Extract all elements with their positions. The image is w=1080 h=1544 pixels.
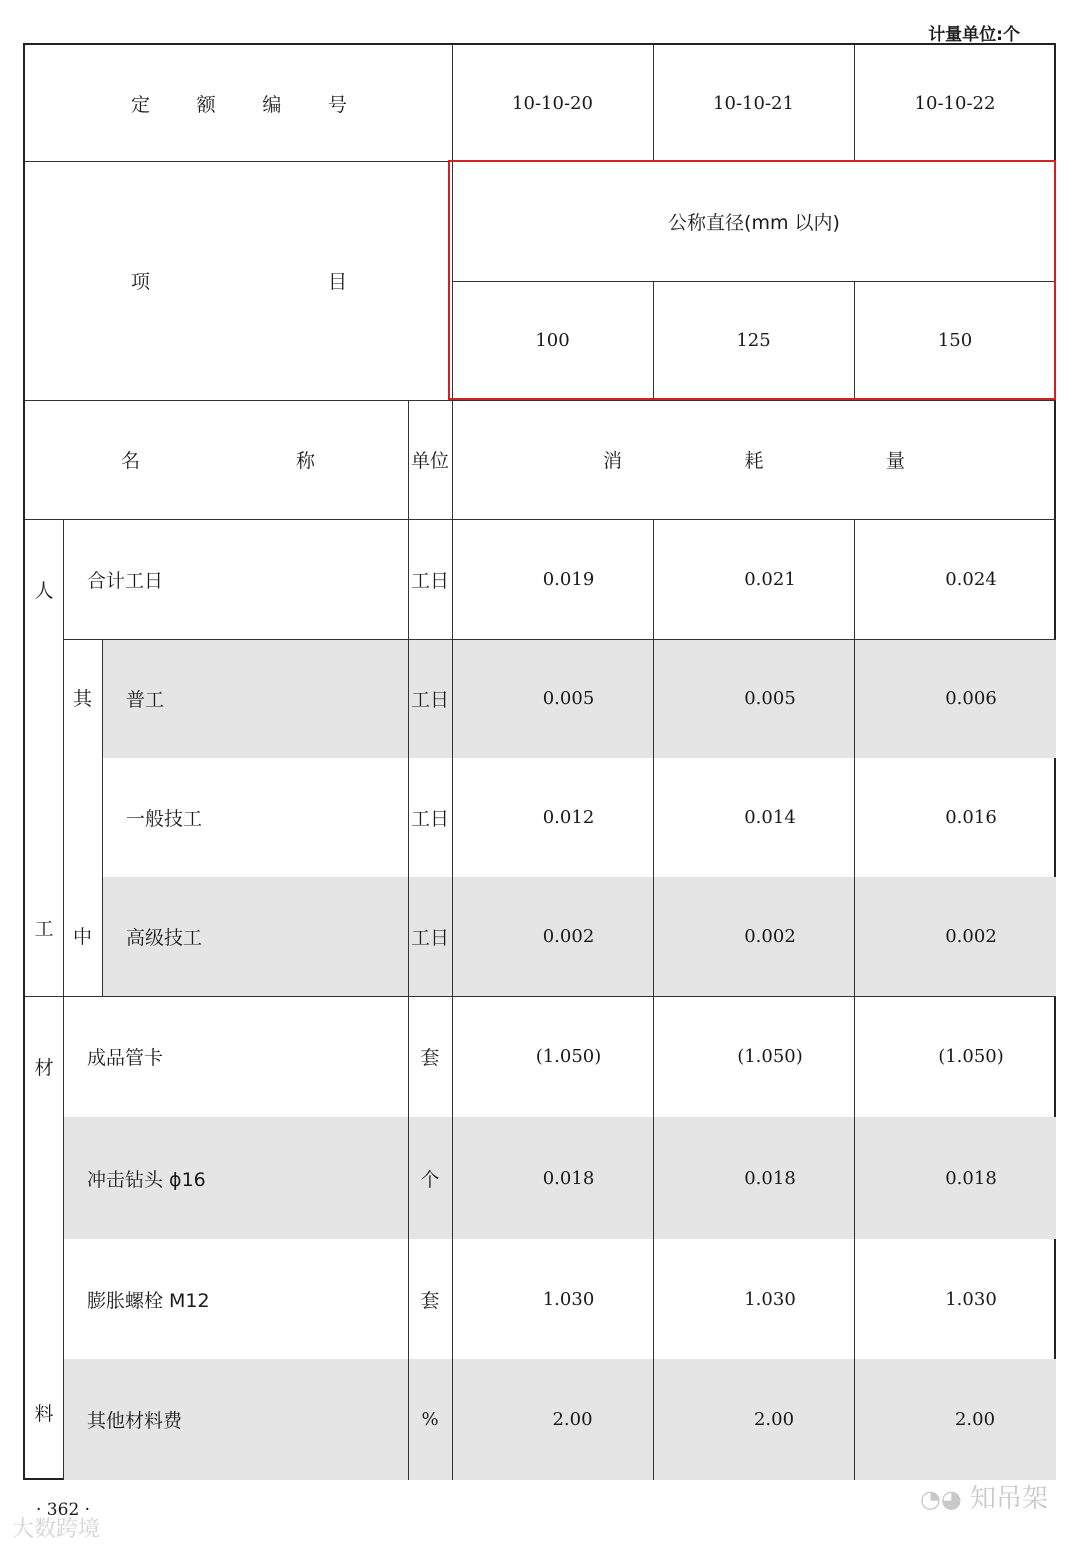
wechat-icon: ◔◕ xyxy=(919,1485,962,1513)
page-number: · 362 · xyxy=(36,1500,91,1520)
row-name: 成品管卡 xyxy=(87,1047,164,1069)
row-unit: 个 xyxy=(420,1168,440,1191)
row-name: 一般技工 xyxy=(126,808,203,830)
row-value: 0.002 xyxy=(945,926,997,947)
row-name: 普工 xyxy=(126,689,165,711)
group-sub-bottom: 中 xyxy=(72,925,92,948)
group-material-bottom: 料 xyxy=(34,1402,54,1425)
quota-code: 10-10-22 xyxy=(914,92,996,114)
group-labor-top: 人 xyxy=(34,579,54,602)
row-name: 高级技工 xyxy=(126,927,203,949)
diameter-label: 公称直径(mm 以内) xyxy=(668,211,840,234)
quota-number-label: 定 额 编 号 xyxy=(131,93,347,116)
row-value: 1.030 xyxy=(744,1288,796,1310)
watermark-brand: ◔◕ 知吊架 xyxy=(919,1484,1048,1514)
row-name: 冲击钻头 ϕ16 xyxy=(87,1168,206,1191)
quota-code: 10-10-20 xyxy=(512,92,593,114)
row-value: 0.019 xyxy=(542,568,595,590)
watermark-left: 大数跨境 xyxy=(12,1517,101,1542)
row-value: 0.018 xyxy=(945,1167,997,1189)
row-unit: 套 xyxy=(420,1047,440,1069)
row-unit: 工日 xyxy=(410,927,449,949)
row-value: 0.006 xyxy=(945,688,997,709)
row-unit: % xyxy=(421,1409,439,1430)
row-value: 0.005 xyxy=(542,688,595,709)
row-value: 1.030 xyxy=(542,1288,595,1310)
row-value: (1.050) xyxy=(938,1046,1004,1067)
row-name: 合计工日 xyxy=(87,569,164,592)
quota-table xyxy=(23,43,1056,1480)
row-unit: 工日 xyxy=(410,689,449,711)
row-name: 膨胀螺栓 M12 xyxy=(87,1289,210,1312)
row-unit: 套 xyxy=(420,1289,440,1312)
diameter-value: 150 xyxy=(937,330,973,351)
row-value: 0.018 xyxy=(744,1167,796,1189)
row-value: 0.014 xyxy=(744,807,796,828)
unit-note: 计量单位:个 xyxy=(928,25,1020,45)
row-value: 2.00 xyxy=(753,1409,795,1430)
row-value: 1.030 xyxy=(945,1288,997,1310)
row-value: 0.024 xyxy=(945,568,997,590)
diameter-value: 125 xyxy=(736,330,771,351)
row-value: (1.050) xyxy=(535,1046,602,1067)
group-labor-bottom: 工 xyxy=(34,917,54,940)
row-name: 其他材料费 xyxy=(87,1410,183,1432)
item-label: 项 目 xyxy=(131,271,347,293)
diameter-value: 100 xyxy=(535,330,570,351)
row-value: 0.002 xyxy=(542,926,595,947)
row-value: 0.012 xyxy=(542,807,595,828)
row-value: 2.00 xyxy=(954,1409,996,1430)
unit-label: 单位 xyxy=(410,450,449,472)
row-value: 2.00 xyxy=(552,1409,593,1430)
group-material-top: 材 xyxy=(34,1056,54,1079)
consumption-label: 消 耗 量 xyxy=(603,450,905,472)
row-value: 0.016 xyxy=(945,807,997,828)
row-value: 0.021 xyxy=(744,568,796,590)
row-value: 0.002 xyxy=(744,926,796,947)
quota-code: 10-10-21 xyxy=(713,92,794,114)
name-label: 名 称 xyxy=(121,450,315,472)
row-unit: 工日 xyxy=(410,569,449,592)
group-sub-top: 其 xyxy=(72,687,92,710)
row-unit: 工日 xyxy=(410,808,449,830)
row-value: (1.050) xyxy=(737,1046,803,1067)
row-value: 0.005 xyxy=(744,688,796,709)
row-value: 0.018 xyxy=(542,1167,595,1189)
